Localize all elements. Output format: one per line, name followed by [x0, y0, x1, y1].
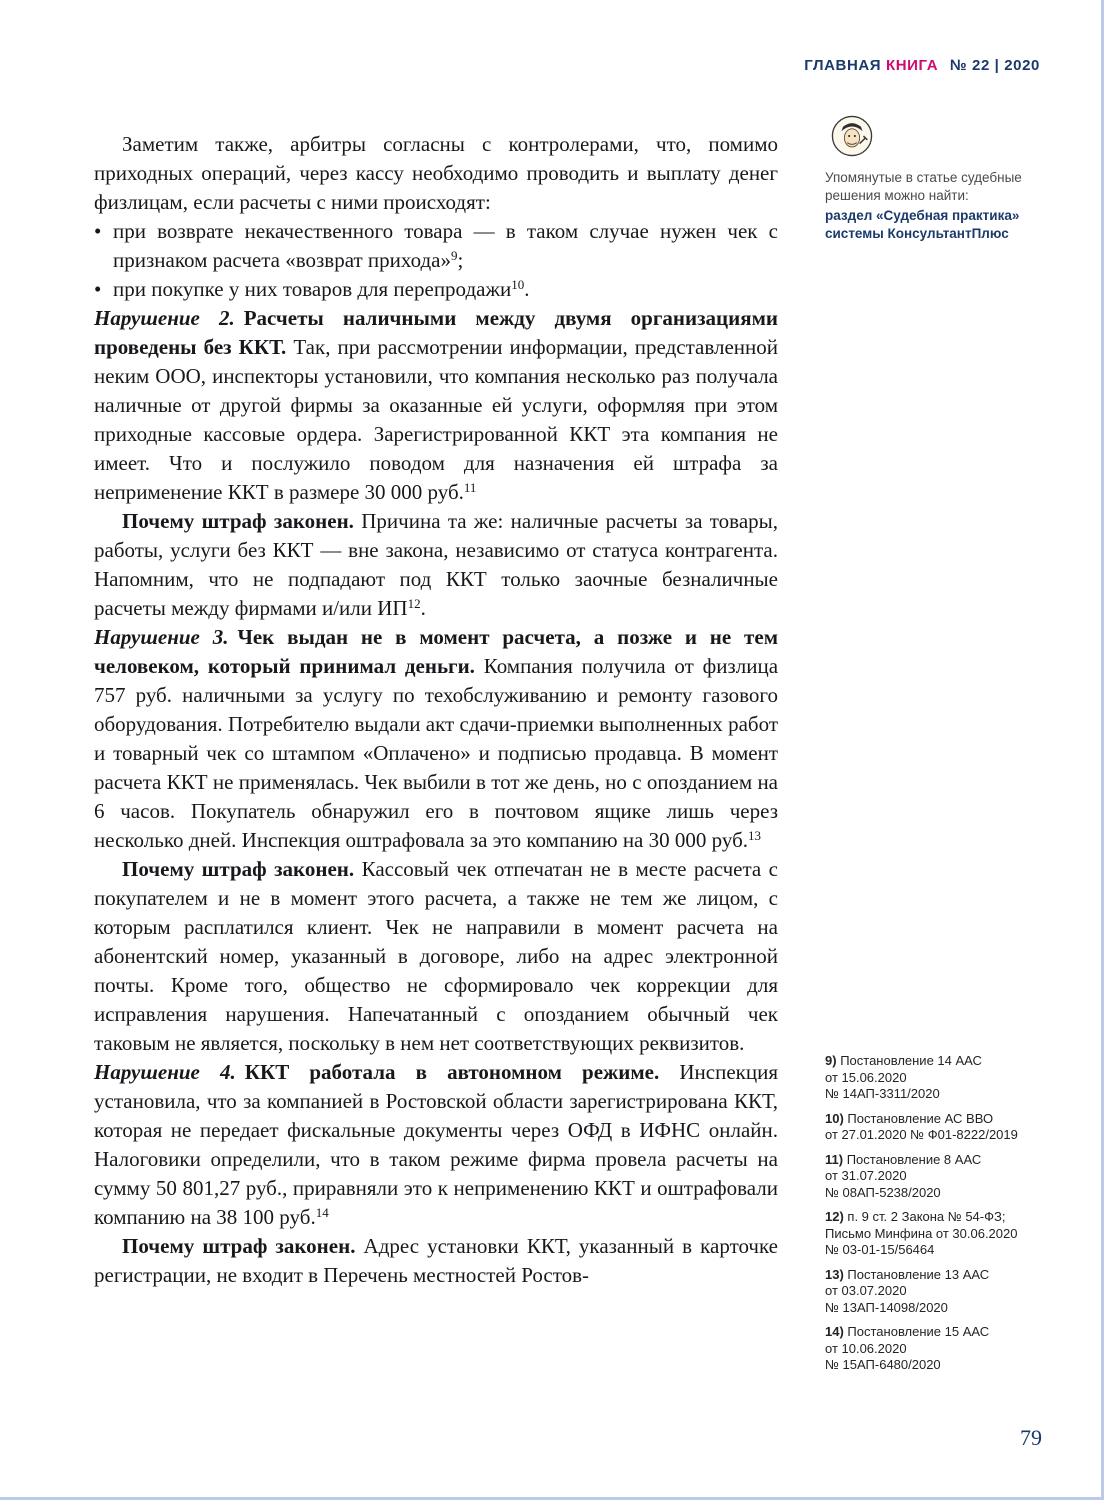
- footnote-13: [825, 1267, 1057, 1317]
- page-number: 79: [1020, 1425, 1042, 1450]
- footnote-number: 9): [825, 1053, 837, 1068]
- why-legal-4-paragraph: [94, 1232, 778, 1290]
- violation-3-paragraph: [94, 623, 778, 855]
- violation-4-label: Нарушение 4.: [94, 1060, 236, 1084]
- footnote-number: 13): [825, 1266, 844, 1282]
- footnote-ref-14: 14: [315, 1205, 329, 1220]
- footnote-ref-10: 10: [511, 277, 525, 292]
- footnote-text: п. 9 ст. 2 Закона № 54-ФЗ;: [847, 1209, 1006, 1224]
- footnote-ref-13: 13: [748, 828, 762, 843]
- violation-4-body: Инспекция установила, что за компанией в Ростовской области зарегистрирована ККТ, которая не передает фискальные документы через ОФД в ИФНС онлайн. Налоговики определили, что в таком режиме фирма провела расчеты на сумму 50 801,27 руб., приравняли это к неприменению ККТ и оштрафовали компанию на 38 100 руб.: [94, 1060, 779, 1229]
- footnote-text: № 15АП-6480/2020: [825, 1357, 941, 1372]
- footnote-text: от 03.07.2020: [825, 1283, 907, 1298]
- magazine-title-part2: КНИГА: [885, 57, 939, 74]
- why-legal-2-body: Причина та же: наличные расчеты за товары, работы, услуги без ККТ — вне закона, независимо от статуса контрагента. Напомним, что не подпадают под ККТ только заочные безналичные расчеты между фирмами и/или ИП: [94, 509, 778, 620]
- page-header: [804, 57, 1040, 74]
- footnote-number: 11): [825, 1151, 844, 1167]
- footnote-12: [825, 1209, 1057, 1259]
- footnote-11: [825, 1152, 1057, 1202]
- intro-paragraph: [94, 130, 778, 217]
- why-legal-4-body: Адрес установки ККТ, указанный в карточке регистрации, не входит в Перечень местностей Ростов-: [94, 1234, 778, 1287]
- court-note-system: системы КонсультантПлюс: [825, 226, 1009, 241]
- footnote-text: № 14АП-3311/2020: [825, 1086, 940, 1101]
- footnote-9: [825, 1053, 1057, 1103]
- footnote-text: Письмо Минфина от 30.06.2020: [825, 1225, 1018, 1241]
- violation-2-body: Так, при рассмотрении информации, представленной неким ООО, инспекторы установили, что компания несколько раз получала наличные от другой фирмы за оказанные ей услуги, оформляя при этом приходные кассовые ордера. Зарегистрированной ККТ эта компания не имеет. Что и послужило поводом для назначения ей штрафа за неприменение ККТ в размере 30 000 руб.: [94, 335, 778, 504]
- magazine-title-part1: ГЛАВНАЯ: [804, 57, 882, 74]
- violation-3-title: Чек выдан не в момент расчета, а позже и не тем человеком, который принимал деньги.: [94, 625, 778, 678]
- bullet-item-purchase: [94, 275, 778, 304]
- why-legal-3-label: Почему штраф законен.: [122, 857, 355, 881]
- why-legal-2-punctuation: .: [420, 596, 426, 620]
- footnote-ref-12: 12: [407, 596, 421, 611]
- footnote-ref-11: 11: [463, 480, 477, 495]
- court-note-text: Упомянутые в статье судебные решения можно найти:: [825, 170, 1022, 203]
- footnote-text: от 27.01.2020 № Ф01-8222/2019: [825, 1127, 1018, 1142]
- footnote-number: 12): [825, 1209, 844, 1224]
- violation-3-body: Компания получила от физлица 757 руб. наличными за услугу по техобслуживанию и ремонту газового оборудования. Потребителю выдали акт сдачи-приемки выполненных работ и товарный чек со штампом «Оплачено» и подписью продавца. В момент расчета ККТ не применялась. Чек выбили в тот же день, но с опозданием на 6 часов. Покупатель обнаружил его в почтовом ящике лишь через несколько дней. Инспекция оштрафовала за это компанию на 30 000 руб.: [94, 654, 779, 852]
- sidebar-court-note: [825, 115, 1047, 243]
- why-legal-3-paragraph: [94, 855, 778, 1058]
- footnote-text: Постановление 8 ААС: [846, 1151, 982, 1167]
- violation-2-paragraph: [94, 304, 778, 507]
- violation-3-label: Нарушение 3.: [94, 625, 229, 649]
- footnote-ref-9: 9: [450, 248, 458, 263]
- footnote-text: Постановление АС ВВО: [847, 1110, 994, 1126]
- footnote-text: от 10.06.2020: [825, 1340, 907, 1356]
- issue-number: № 22 | 2020: [949, 57, 1040, 74]
- court-note-section: раздел «Судебная практика»: [825, 208, 1020, 223]
- bullet-item-return: [94, 217, 778, 275]
- footnote-10: [825, 1111, 1057, 1144]
- violation-2-label: Нарушение 2.: [94, 306, 235, 330]
- why-legal-4-label: Почему штраф законен.: [122, 1234, 356, 1258]
- footnote-number: 14): [825, 1324, 844, 1339]
- violation-4-title: ККТ работала в автономном режиме.: [244, 1060, 660, 1084]
- footnote-text: Постановление 13 ААС: [847, 1266, 990, 1282]
- judge-icon: [831, 115, 873, 157]
- footnote-text: от 31.07.2020: [825, 1168, 907, 1183]
- why-legal-2-paragraph: [94, 507, 778, 623]
- bullet-text: при возврате некачественного товара — в таком случае нужен чек с признаком расчета «возврат прихода»: [113, 219, 778, 272]
- footnote-list: [825, 1053, 1057, 1382]
- bullet-text: при покупке у них товаров для перепродажи: [113, 277, 512, 301]
- bullet-punctuation: ;: [457, 248, 464, 272]
- footnote-text: № 08АП-5238/2020: [825, 1184, 941, 1200]
- why-legal-2-label: Почему штраф законен.: [122, 509, 354, 533]
- bullet-punctuation: .: [524, 277, 530, 301]
- why-legal-3-body: Кассовый чек отпечатан не в месте расчета с покупателем и не в момент этого расчета, а также не тем же лицом, с которым расплатился клиент. Чек не направили в момент расчета на абонентский номер, указанный в договоре, либо на адрес электронной почты. Кроме того, общество не сформировало чек коррекции для исправления нарушения. Напечатанный с опозданием обычный чек таковым не является, поскольку в нем нет соответствующих реквизитов.: [94, 857, 778, 1055]
- footnote-text: № 03-01-15/56464: [825, 1242, 935, 1257]
- bullet-list: [94, 217, 778, 304]
- footnote-text: Постановление 14 ААС: [840, 1053, 982, 1068]
- footnote-text: Постановление 15 ААС: [847, 1324, 990, 1339]
- footnote-text: № 13АП-14098/2020: [825, 1299, 948, 1315]
- intro-text: Заметим также, арбитры согласны с контролерами, что, помимо приходных операций, через кассу необходимо проводить и выплату денег физлицам, если расчеты с ними происходят:: [94, 132, 778, 214]
- footnote-number: 10): [825, 1110, 844, 1126]
- footnote-14: [825, 1324, 1057, 1374]
- violation-4-paragraph: [94, 1058, 778, 1232]
- article-body: [94, 130, 778, 1290]
- footnote-text: от 15.06.2020: [825, 1069, 907, 1085]
- violation-2-title: Расчеты наличными между двумя организациями проведены без ККТ.: [94, 306, 778, 359]
